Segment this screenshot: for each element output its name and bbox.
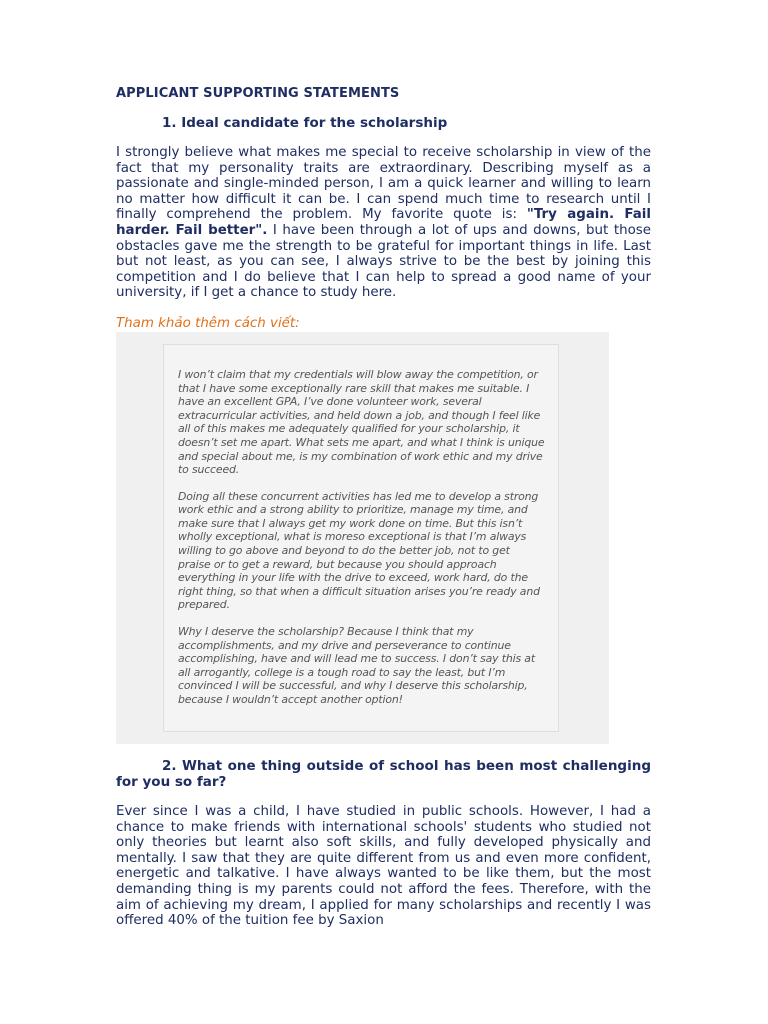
reference-label: Tham khảo thêm cách viết: bbox=[116, 315, 300, 331]
section-2-title: What one thing outside of school has been most challenging for you so far? bbox=[116, 757, 651, 790]
section-2-number: 2. bbox=[162, 757, 177, 774]
document-title: APPLICANT SUPPORTING STATEMENTS bbox=[116, 86, 400, 101]
section-2-heading bbox=[116, 758, 651, 790]
section-1-text-b: I have been through a lot of ups and downs, but those obstacles gave me the strength to be grateful for important things in life. Last but not least, as you can see, I always strive to be the best by joining this competition and I do believe that I can help to spread a good name of your university, if I get a chance to study here. bbox=[116, 222, 651, 301]
section-2-paragraph: Ever since I was a child, I have studied in public schools. However, I had a chance to make friends with international schools' students who studied not only theories but learnt also soft skills, and fully developed physically and mentally. I saw that they are quite different from us and even more confident, energetic and talkative. I have always wanted to be like them, but the most demanding thing is my parents could not afford the fees. Therefore, with the aim of achieving my dream, I applied for many scholarships and recently I was offered 40% of the tuition fee by Saxion bbox=[116, 803, 651, 929]
reference-image bbox=[163, 344, 559, 732]
reference-paragraph-2: Doing all these concurrent activities has led me to develop a strong work ethic and a strong ability to prioritize, manage my time, and make sure that I always get my work done on time. But this isn’t wholly exceptional, what is moreso exceptional is that I’m always willing to go above and beyond to do the better job, not to get praise or to get a reward, but because you should approach everything in your life with the drive to exceed, work hard, do the right thing, so that when a difficult situation arises you’re ready and prepared. bbox=[178, 489, 540, 612]
reference-paragraph-1: I won’t claim that my credentials will blow away the competition, or that I have some exceptionally rare skill that makes me suitable. I have an excellent GPA, I’ve done volunteer work, several extracurricular activities, and held down a job, and though I feel like all of this makes me adequately qualified for your scholarship, it doesn’t set me apart. What sets me apart, and what I think is unique and special about me, is my combination of work ethic and my drive to succeed. bbox=[178, 367, 545, 477]
reference-image-panel bbox=[116, 332, 609, 744]
reference-paragraph-3: Why I deserve the scholarship? Because I think that my accomplishments, and my drive and perseverance to continue accomplishing, have and will lead me to success. I don’t say this at all arrogantly, college is a tough road to say the least, but I’m convinced I will be successful, and why I deserve this scholarship, because I wouldn’t accept another option! bbox=[178, 625, 535, 706]
section-1-heading: 1. Ideal candidate for the scholarship bbox=[162, 115, 448, 131]
document-page bbox=[116, 86, 651, 943]
favorite-quote: "Try again. Fail harder. Fail better". bbox=[116, 207, 651, 238]
section-1-paragraph bbox=[116, 145, 651, 301]
section-1-text-a: I strongly believe what makes me special to receive scholarship in view of the fact that my personality traits are extraordinary. Describing myself as a passionate and single-minded person, I am a quick learner and willing to learn no matter how difficult it can be. I can spend much time to research until I finally comprehend the problem. My favorite quote is: bbox=[116, 145, 651, 223]
